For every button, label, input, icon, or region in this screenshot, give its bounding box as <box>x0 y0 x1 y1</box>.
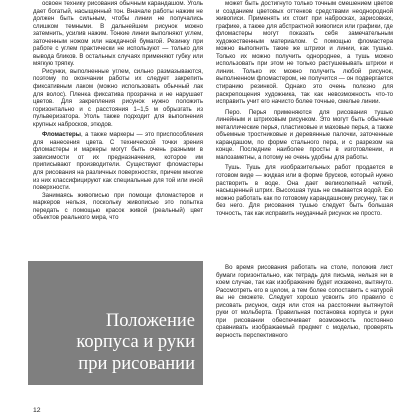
paragraph-pen: Перо. Перья применяются для рисования тушью линейным и штриховым рисунком. Это могут быть обычные металлические перья, пластиковые и маховые перья, а также объемные тростниковые и деревянные палочки, заточенные карандашом, по форме стального пера, и с разрезом на конце. Последние наиболее просты в изготовлении, и малозаметны, а потому не очень удобны для работы. <box>216 108 393 161</box>
bottom-right-text-column <box>216 264 393 339</box>
paragraph-markers <box>33 131 203 191</box>
term-markers: Фломастеры <box>42 131 81 139</box>
section-title-banner <box>28 261 203 385</box>
paragraph-markers-painting: Занимаясь живописью при помощи фломастеров и маркеров нельзя, поскольку живописью это попытка передать с помощью красок живой (реальный) цвет объектов реального мира, что <box>33 191 203 222</box>
page-number: 12 <box>33 407 41 414</box>
section-title: Положение корпуса и руки при рисовании <box>76 310 195 374</box>
paragraph-markers-continued: может быть достигнуто только точным смешением цветов и созданием цветовых оттенков средствами неоднородной живописи. Применять их стоит при набросках, зарисовках, графике, а также для абстрактной живописи или графики, где фломастеры могут показать себя замечательным художественным материалом. С помощью фломастера можно выполнить такие же штрихи и линии, как тушью. Только их можно получить однороднее, а тушь можно использовать при этом не только растушевывать штрихи и линии. Только их можно получить любой рисунок, выполненном фломастером, не получится — он подвергается стиранию резинкой. Однако это очень полезно для раскрепощения художника, так как невозможность что-то исправить учит его начисто более точные, смелые линии. <box>216 0 393 106</box>
paragraph-markers-text: , а также маркеры — это приспособления для нанесения цвета. С технической точки зрения фломастеры и маркеры могут быть очень разными в зависимости от их предназначения, которое им приписывают производители. Существуют фломастеры для рисования на различных поверхностях, причем многие из них классифицируют как специальные для той или иной поверхности. <box>33 131 203 192</box>
paragraph-charcoal-technique: освоен технику рисования обычным карандашом. Уголь дает богатый, насыщенный тон. Вначале работы нажим не должен быть сильным, чтобы линии не получались слишком темными. В дальнейшем рисунок можно затемнить, усилив нажим. Тонкие линии выполняют углем, заточенным ножом или наждачной бумагой. Резинку при работе с углем практически не используют — только для вывода бликов. В остальных случаях применяют губку или мягкую тряпку. <box>33 0 203 68</box>
paragraph-charcoal-fixative: Рисунки, выполненные углем, сильно размазываются, поэтому по окончании работы их следует закрепить фиксативным лаком (можно использовать обычный лак для волос). Пленка фиксатива прозрачна и не нарушает цветов. Для закрепления рисунок нужно положить горизонтально и с расстояния 1–1,5 м обрызгать из пульверизатора. Уголь также подходит для выполнения крупных набросков, этюдов. <box>33 67 203 128</box>
paragraph-posture: Во время рисования работать на столе, положив лист бумаги горизонтально, как тетрадь для письма, нельзя ни в коем случае, так как изображение будет искажено, вытянуто. Рассмотреть его в целом, а тем более сопоставить с натурой вы не сможете. Следует хорошо усвоить это правило с рисовать рисунок, сидя или стоя на расстоянии вытянутой руки от мольберта. Правильная постановка корпуса и руки при рисовании обеспечивает возможность постоянно сравнивать изображаемый предмет с моделью, проверять верность перспективного <box>216 264 393 339</box>
left-text-column <box>33 0 203 222</box>
paragraph-ink: Тушь. Тушь для изобразительных работ продается в готовом виде — жидкая или в форме брусков, который нужно растворить в воде. Она дает великолепный четкий, насыщенный штрих. Высохшая тушь не смывается водой. Ею можно работать как по готовому карандашному рисунку, так и без него. Для рисования тушью следует быть большая точность, так как исправить неудачный рисунок не просто. <box>216 164 393 217</box>
right-text-column <box>216 0 393 217</box>
